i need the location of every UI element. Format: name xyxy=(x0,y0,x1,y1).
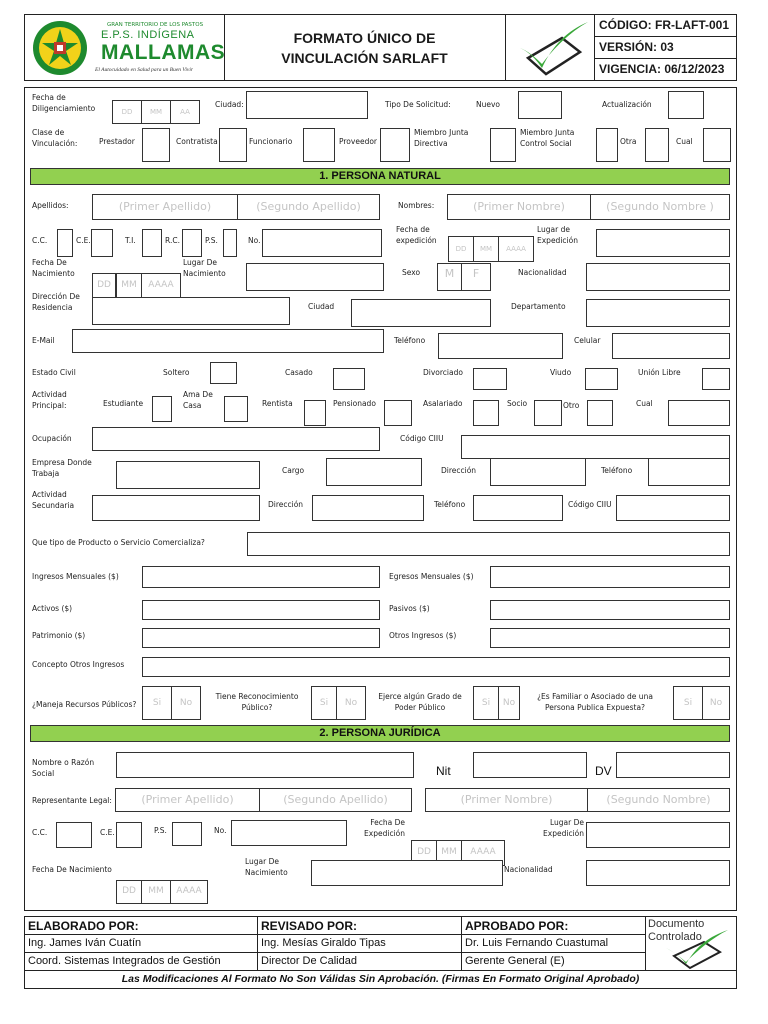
pep-label: ¿Es Familiar o Asociado de una Persona Publica Expuesta? xyxy=(537,692,653,712)
actividad-secundaria-label: Actividad Secundaria xyxy=(32,490,75,510)
cual-label: Cual xyxy=(676,137,693,146)
segundo-apellido-placeholder: (Segundo Apellido) xyxy=(256,200,361,213)
rep-lugar-expedicion-field[interactable] xyxy=(586,822,730,848)
exp-mm-placeholder: MM xyxy=(479,245,493,253)
fecha-nacimiento-label: Fecha De Nacimiento xyxy=(32,258,75,278)
sexo-label: Sexo xyxy=(402,268,421,277)
rep-ce-label: C.E. xyxy=(100,828,115,837)
vigencia-label: VIGENCIA: 06/12/2023 xyxy=(599,62,725,76)
sexo-m-placeholder: M xyxy=(444,267,455,280)
revisado-name: Ing. Mesías Giraldo Tipas xyxy=(261,937,386,949)
soltero-label: Soltero xyxy=(163,368,190,377)
apellidos-label: Apellidos: xyxy=(32,201,69,210)
footer-note: Las Modificaciones Al Formato No Son Válidas Sin Aprobación. (Firmas En Formato Original Aprobado) xyxy=(121,973,640,985)
version-label: VERSIÓN: 03 xyxy=(595,37,737,59)
nac-dd-placeholder: DD xyxy=(97,280,111,290)
fecha-diligenciamiento-label: Fecha de Diligenciamiento xyxy=(32,93,96,113)
estudiante-label: Estudiante xyxy=(103,399,144,408)
casado-label: Casado xyxy=(285,368,313,377)
nombres-label: Nombres: xyxy=(398,201,435,210)
rep-segundo-apellido-placeholder: (Segundo Apellido) xyxy=(283,793,388,806)
nuevo-label: Nuevo xyxy=(476,100,501,109)
nuevo-checkbox[interactable] xyxy=(518,91,562,119)
celular-field[interactable] xyxy=(612,333,730,359)
soltero-checkbox[interactable] xyxy=(210,362,237,384)
rep-ps-label: P.S. xyxy=(154,826,167,835)
proveedor-checkbox[interactable] xyxy=(380,128,410,162)
rentista-label: Rentista xyxy=(262,399,293,408)
cc-label: C.C. xyxy=(32,236,48,245)
direccion-sec-label: Dirección xyxy=(268,500,304,509)
telefono-field[interactable] xyxy=(438,333,563,359)
elaborado-title: ELABORADO POR: xyxy=(28,919,139,933)
ti-checkbox[interactable] xyxy=(142,229,162,257)
prestador-label: Prestador xyxy=(99,137,135,146)
rep-lugar-nacimiento-label: Lugar De Nacimiento xyxy=(245,857,288,877)
fecha-aa-placeholder: AA xyxy=(180,108,190,116)
cargo-field[interactable] xyxy=(326,458,422,486)
dv-label: DV xyxy=(595,764,612,778)
rep-doc-number-field[interactable] xyxy=(231,820,347,846)
ce-label: C.E. xyxy=(76,236,91,245)
ce-checkbox[interactable] xyxy=(91,229,113,257)
cargo-label: Cargo xyxy=(282,466,305,475)
recursos-no-placeholder: No xyxy=(179,698,193,708)
viudo-label: Viudo xyxy=(550,368,572,377)
mallamas-logo-icon xyxy=(30,19,90,77)
nit-field[interactable] xyxy=(473,752,587,778)
rep-primer-nombre-placeholder: (Primer Nombre) xyxy=(460,793,553,806)
logo-small-text: GRAN TERRITORIO DE LOS PASTOS xyxy=(107,22,204,28)
direccion-empresa-field[interactable] xyxy=(490,458,586,486)
otros-ingresos-field[interactable] xyxy=(490,628,730,648)
estado-civil-label: Estado Civil xyxy=(32,368,76,377)
junta-directiva-checkbox[interactable] xyxy=(490,128,516,162)
exp-dd-placeholder: DD xyxy=(455,245,467,253)
pep-no-placeholder: No xyxy=(709,698,723,708)
ingresos-field[interactable] xyxy=(142,566,380,588)
pensionado-label: Pensionado xyxy=(333,399,376,408)
documento-controlado-check-icon xyxy=(660,928,732,970)
form-title xyxy=(224,15,506,80)
codigo-ciiu-sec-field[interactable] xyxy=(616,495,730,521)
ps-label: P.S. xyxy=(205,236,218,245)
contratista-label: Contratista xyxy=(176,137,218,146)
dv-field[interactable] xyxy=(616,752,730,778)
divorciado-checkbox[interactable] xyxy=(473,368,507,390)
check-logo-icon xyxy=(510,18,592,78)
footer-col-divider-1 xyxy=(257,916,258,971)
rep-nac-mm-placeholder: MM xyxy=(148,886,164,896)
footer-row-line-1 xyxy=(25,934,645,935)
elaborado-role: Coord. Sistemas Integrados de Gestión xyxy=(28,955,221,967)
otro-label: Otro xyxy=(563,401,580,410)
junta-directiva-label: Miembro Junta Directiva xyxy=(414,128,469,148)
socio-label: Socio xyxy=(507,399,528,408)
ciudad-residencia-label: Ciudad xyxy=(308,302,335,311)
rep-nac-dd-placeholder: DD xyxy=(122,886,136,896)
estudiante-checkbox[interactable] xyxy=(152,396,172,422)
rep-no-label: No. xyxy=(214,826,227,835)
empresa-label: Empresa Donde Trabaja xyxy=(32,458,92,478)
email-label: E-Mail xyxy=(32,336,55,345)
aprobado-title: APROBADO POR: xyxy=(465,919,569,933)
rep-exp-aaaa-placeholder: AAAA xyxy=(470,847,496,857)
rep-nac-aaaa-placeholder: AAAA xyxy=(176,886,202,896)
rep-cc-checkbox[interactable] xyxy=(56,822,92,848)
fecha-expedicion-label: Fecha de expedición xyxy=(396,225,437,245)
rc-label: R.C. xyxy=(165,236,180,245)
departamento-label: Departamento xyxy=(511,302,566,311)
tipo-solicitud-label: Tipo De Solicitud: xyxy=(385,100,451,109)
divorciado-label: Divorciado xyxy=(423,368,463,377)
actualizacion-checkbox[interactable] xyxy=(668,91,704,119)
sexo-f-placeholder: F xyxy=(472,267,480,280)
rep-ce-checkbox[interactable] xyxy=(116,822,142,848)
logo-area xyxy=(25,15,225,80)
departamento-field[interactable] xyxy=(586,299,730,327)
pensionado-checkbox[interactable] xyxy=(384,400,412,426)
telefono-empresa-label: Teléfono xyxy=(601,466,633,475)
razon-social-label: Nombre o Razón Social xyxy=(32,758,95,778)
rep-ps-checkbox[interactable] xyxy=(172,822,202,846)
rep-nacionalidad-label: Nacionalidad xyxy=(504,865,553,874)
contratista-checkbox[interactable] xyxy=(219,128,247,162)
pep-si-placeholder: Si xyxy=(683,698,693,708)
union-libre-label: Unión Libre xyxy=(638,368,681,377)
nac-mm-placeholder: MM xyxy=(121,280,137,290)
razon-social-field[interactable] xyxy=(116,752,414,778)
cc-checkbox[interactable] xyxy=(57,229,73,257)
lugar-nacimiento-field[interactable] xyxy=(246,263,384,291)
cual-actividad-field[interactable] xyxy=(668,400,730,426)
rep-fecha-expedicion-label: Fecha De Expedición xyxy=(364,818,405,838)
junta-control-label: Miembro Junta Control Social xyxy=(520,128,575,148)
activos-label: Activos ($) xyxy=(32,604,73,613)
codigo-ciiu-label: Código CIIU xyxy=(400,434,444,443)
viudo-checkbox[interactable] xyxy=(585,368,618,390)
ti-label: T.I. xyxy=(125,236,136,245)
rep-cc-label: C.C. xyxy=(32,828,48,837)
junta-control-checkbox[interactable] xyxy=(596,128,618,162)
rep-exp-mm-placeholder: MM xyxy=(441,847,457,857)
aprobado-role: Gerente General (E) xyxy=(465,955,565,967)
poder-publico-label: Ejerce algún Grado de Poder Público xyxy=(378,692,462,712)
casado-checkbox[interactable] xyxy=(333,368,365,390)
form-title-line1: FORMATO ÚNICO DE xyxy=(293,30,436,46)
egresos-field[interactable] xyxy=(490,566,730,588)
section-persona-natural: 1. PERSONA NATURAL xyxy=(30,168,730,185)
concepto-field[interactable] xyxy=(142,657,730,677)
logo-name-text: MALLAMAS xyxy=(101,41,226,64)
activos-field[interactable] xyxy=(142,600,380,620)
direccion-sec-field[interactable] xyxy=(312,495,424,521)
rep-segundo-nombre-placeholder: (Segundo Nombre) xyxy=(606,793,711,806)
primer-apellido-placeholder: (Primer Apellido) xyxy=(118,200,212,213)
clase-vinculacion-label: Clase de Vinculación: xyxy=(32,128,78,148)
no-label: No. xyxy=(248,236,261,245)
ingresos-label: Ingresos Mensuales ($) xyxy=(32,572,119,581)
revisado-role: Director De Calidad xyxy=(261,955,357,967)
rc-checkbox[interactable] xyxy=(182,229,202,257)
lugar-expedicion-label: Lugar de Expedición xyxy=(537,225,578,245)
nacionalidad-label: Nacionalidad xyxy=(518,268,567,277)
ps-checkbox[interactable] xyxy=(223,229,237,257)
rep-lugar-expedicion-label: Lugar De Expedición xyxy=(543,818,584,838)
poder-no-placeholder: No xyxy=(502,698,516,708)
funcionario-checkbox[interactable] xyxy=(303,128,335,162)
aprobado-name: Dr. Luis Fernando Cuastumal xyxy=(465,937,609,949)
codigo-ciiu-sec-label: Código CIIU xyxy=(568,500,612,509)
pasivos-label: Pasivos ($) xyxy=(389,604,430,613)
ciudad-residencia-field[interactable] xyxy=(351,299,491,327)
rentista-checkbox[interactable] xyxy=(304,400,326,426)
actividad-secundaria-field[interactable] xyxy=(92,495,260,521)
poder-si-placeholder: Si xyxy=(481,698,491,708)
lugar-expedicion-field[interactable] xyxy=(596,229,730,257)
nacionalidad-field[interactable] xyxy=(586,263,730,291)
fecha-mm-placeholder: MM xyxy=(149,108,163,116)
otros-ingresos-label: Otros Ingresos ($) xyxy=(389,631,457,640)
reconocimiento-no-placeholder: No xyxy=(344,698,358,708)
patrimonio-label: Patrimonio ($) xyxy=(32,631,86,640)
primer-nombre-placeholder: (Primer Nombre) xyxy=(473,200,565,213)
asalariado-label: Asalariado xyxy=(423,399,463,408)
doc-info-box xyxy=(594,15,737,80)
logo-eps-text: E.P.S. INDÍGENA xyxy=(101,29,195,41)
elaborado-name: Ing. James Iván Cuatín xyxy=(28,937,142,949)
telefono-empresa-field[interactable] xyxy=(648,458,730,486)
representante-label: Representante Legal: xyxy=(32,796,112,805)
direccion-empresa-label: Dirección xyxy=(441,466,477,475)
asalariado-checkbox[interactable] xyxy=(473,400,499,426)
actualizacion-label: Actualización xyxy=(602,100,652,109)
telefono-sec-field[interactable] xyxy=(473,495,563,521)
recursos-publicos-label: ¿Maneja Recursos Públicos? xyxy=(32,700,137,709)
empresa-field[interactable] xyxy=(116,461,260,489)
ama-casa-label: Ama De Casa xyxy=(183,390,213,410)
socio-checkbox[interactable] xyxy=(534,400,562,426)
patrimonio-field[interactable] xyxy=(142,628,380,648)
rep-nacionalidad-field[interactable] xyxy=(586,860,730,886)
otro-checkbox[interactable] xyxy=(587,400,613,426)
actividad-principal-label: Actividad Principal: xyxy=(32,390,67,410)
producto-field[interactable] xyxy=(247,532,730,556)
footer-col-divider-2 xyxy=(461,916,462,971)
union-libre-checkbox[interactable] xyxy=(702,368,730,390)
fecha-dd-placeholder: DD xyxy=(121,108,133,116)
rep-exp-dd-placeholder: DD xyxy=(417,847,431,857)
otra-label: Otra xyxy=(620,137,637,146)
revisado-title: REVISADO POR: xyxy=(261,919,358,933)
cual-actividad-label: Cual xyxy=(636,399,653,408)
codigo-ciiu-field[interactable] xyxy=(461,435,730,459)
prestador-checkbox[interactable] xyxy=(142,128,170,162)
egresos-label: Egresos Mensuales ($) xyxy=(389,572,474,581)
rep-primer-apellido-placeholder: (Primer Apellido) xyxy=(141,793,234,806)
logo-tagline: El Autocuidado en Salud para un Buen Vivir xyxy=(95,67,194,73)
documento-controlado-label: Documento Controlado xyxy=(648,918,705,943)
telefono-sec-label: Teléfono xyxy=(434,500,466,509)
email-field[interactable] xyxy=(72,329,384,353)
funcionario-label: Funcionario xyxy=(249,137,293,146)
ocupacion-label: Ocupación xyxy=(32,434,72,443)
codigo-label: CÓDIGO: FR-LAFT-001 xyxy=(595,15,737,37)
reconocimiento-si-placeholder: Si xyxy=(319,698,329,708)
celular-label: Celular xyxy=(574,336,601,345)
exp-aaaa-placeholder: AAAA xyxy=(506,245,526,253)
footer-col-divider-3 xyxy=(645,916,646,971)
pasivos-field[interactable] xyxy=(490,600,730,620)
proveedor-label: Proveedor xyxy=(339,137,377,146)
ocupacion-field[interactable] xyxy=(92,427,380,451)
lugar-nacimiento-label: Lugar De Nacimiento xyxy=(183,258,226,278)
concepto-label: Concepto Otros Ingresos xyxy=(32,660,125,669)
otra-checkbox[interactable] xyxy=(645,128,669,162)
footer-row-line-2 xyxy=(25,952,645,953)
form-title-line2: VINCULACIÓN SARLAFT xyxy=(281,50,448,66)
nit-label: Nit xyxy=(436,764,451,778)
rep-fecha-nacimiento-label: Fecha De Nacimiento xyxy=(32,865,112,874)
segundo-nombre-placeholder: (Segundo Nombre ) xyxy=(606,200,714,213)
cual-field[interactable] xyxy=(703,128,731,162)
doc-number-field[interactable] xyxy=(262,229,382,257)
recursos-si-placeholder: Si xyxy=(152,698,162,708)
producto-label: Que tipo de Producto o Servicio Comercializa? xyxy=(32,538,205,547)
rep-lugar-nacimiento-field[interactable] xyxy=(311,860,503,886)
ama-casa-checkbox[interactable] xyxy=(224,396,248,422)
footer-row-line-3 xyxy=(25,970,736,971)
ciudad-field[interactable] xyxy=(246,91,368,119)
section-persona-juridica: 2. PERSONA JURÍDICA xyxy=(30,725,730,742)
ciudad-label: Ciudad: xyxy=(215,100,244,109)
telefono-label: Teléfono xyxy=(394,336,426,345)
reconocimiento-label: Tiene Reconocimiento Público? xyxy=(215,692,299,712)
nac-aaaa-placeholder: AAAA xyxy=(148,280,174,290)
direccion-residencia-field[interactable] xyxy=(92,297,290,325)
direccion-residencia-label: Dirección De Residencia xyxy=(32,292,80,312)
